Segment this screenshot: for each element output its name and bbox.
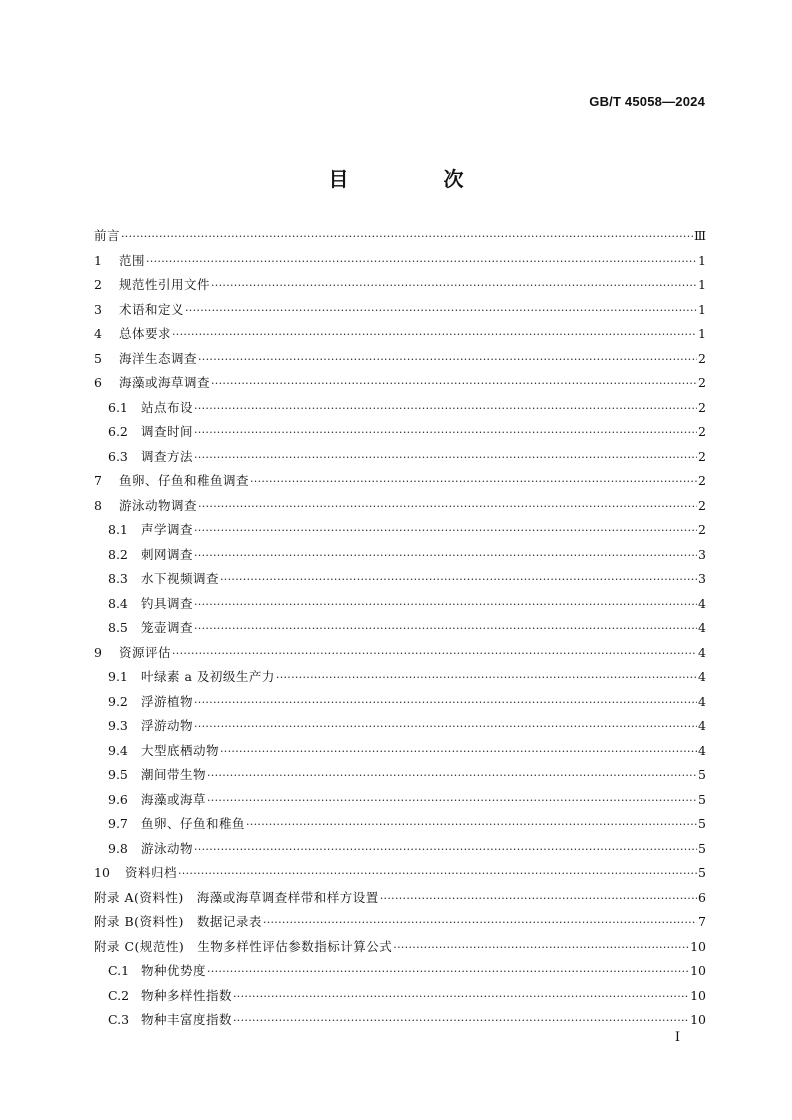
toc-entry-number: 7 bbox=[94, 473, 102, 488]
toc-entry-page: 2 bbox=[698, 473, 706, 488]
toc-entry-page: 2 bbox=[698, 497, 706, 513]
toc-entry-number: C.3 bbox=[108, 1012, 130, 1027]
toc-entry-label: 钓具调查 bbox=[141, 595, 194, 611]
toc-leader-dots bbox=[220, 740, 697, 764]
toc-entry-label: 物种多样性指数 bbox=[141, 987, 233, 1003]
toc-leader-dots bbox=[194, 715, 697, 739]
toc-entry-label: 资源评估 bbox=[119, 644, 172, 660]
toc-entry-number: 6.2 bbox=[108, 424, 128, 439]
toc-entry-page: 5 bbox=[698, 791, 706, 807]
page-title bbox=[0, 163, 792, 192]
toc-entry-number: 9.7 bbox=[108, 816, 128, 831]
toc-entry-page: 5 bbox=[698, 767, 706, 782]
toc-entry[interactable] bbox=[94, 1008, 706, 1033]
toc-entry[interactable] bbox=[94, 984, 706, 1009]
toc-entry-number: 9 bbox=[94, 644, 102, 660]
toc-entry-label: 潮间带生物 bbox=[141, 767, 207, 782]
toc-leader-dots bbox=[211, 372, 697, 396]
toc-entry[interactable] bbox=[94, 567, 706, 592]
toc-leader-dots bbox=[194, 691, 697, 715]
toc-leader-dots bbox=[233, 985, 689, 1009]
toc-entry-label: 调查时间 bbox=[141, 424, 194, 439]
toc-entry-number: 9.4 bbox=[108, 742, 128, 758]
toc-entry-label: 大型底栖动物 bbox=[141, 742, 220, 758]
toc-entry[interactable] bbox=[94, 249, 706, 274]
toc-entry-page: 6 bbox=[698, 889, 706, 905]
toc-entry-page: 2 bbox=[698, 424, 706, 439]
toc-entry-label: 术语和定义 bbox=[119, 301, 185, 317]
standard-code: GB/T 45058—2024 bbox=[589, 94, 705, 109]
toc-entry[interactable] bbox=[94, 886, 706, 911]
toc-entry-label: 规范性引用文件 bbox=[119, 277, 211, 292]
toc-entry-number: 6 bbox=[94, 375, 102, 390]
toc-entry[interactable] bbox=[94, 469, 706, 494]
toc-entry-label: 范围 bbox=[119, 252, 146, 268]
toc-entry-label: 声学调查 bbox=[141, 522, 194, 537]
toc-entry-page: 10 bbox=[690, 987, 706, 1003]
toc-leader-dots bbox=[172, 323, 697, 347]
toc-entry-page: 5 bbox=[698, 816, 706, 831]
toc-leader-dots bbox=[185, 299, 697, 323]
toc-entry-page: 2 bbox=[698, 448, 706, 464]
toc-entry-page: 1 bbox=[698, 326, 706, 341]
toc-entry-page: 10 bbox=[690, 1012, 706, 1027]
toc-entry[interactable] bbox=[94, 494, 706, 519]
toc-entry-number: 9.1 bbox=[108, 669, 128, 684]
toc-leader-dots bbox=[250, 470, 697, 494]
toc-leader-dots bbox=[194, 838, 697, 862]
toc-entry-page: 5 bbox=[698, 840, 706, 856]
table-of-contents bbox=[94, 224, 706, 1033]
toc-entry[interactable] bbox=[94, 788, 706, 813]
toc-entry-page: 2 bbox=[698, 522, 706, 537]
toc-entry-number: 9.3 bbox=[108, 718, 128, 733]
toc-entry-page: 4 bbox=[698, 669, 706, 684]
toc-entry-label: 附录 A(资料性) 海藻或海草调查样带和样方设置 bbox=[94, 889, 379, 905]
toc-entry[interactable] bbox=[94, 273, 706, 298]
toc-entry-page: 1 bbox=[698, 301, 706, 317]
toc-entry-number: C.2 bbox=[108, 987, 130, 1003]
toc-entry-number: 6.1 bbox=[108, 399, 128, 415]
toc-entry-number: 6.3 bbox=[108, 448, 128, 464]
toc-entry[interactable] bbox=[94, 616, 706, 641]
toc-leader-dots bbox=[246, 813, 697, 837]
toc-entry[interactable] bbox=[94, 592, 706, 617]
toc-entry-page: 4 bbox=[698, 742, 706, 758]
toc-entry-page: 1 bbox=[698, 252, 706, 268]
toc-entry-number: 5 bbox=[94, 350, 102, 366]
toc-leader-dots bbox=[194, 397, 697, 421]
toc-leader-dots bbox=[146, 250, 697, 274]
toc-leader-dots bbox=[178, 862, 697, 886]
toc-entry[interactable] bbox=[94, 543, 706, 568]
page-title-text: 目 次 bbox=[328, 167, 508, 191]
toc-leader-dots bbox=[276, 666, 697, 690]
toc-entry-page: 4 bbox=[698, 595, 706, 611]
toc-entry[interactable] bbox=[94, 714, 706, 739]
toc-entry-label: 笼壶调查 bbox=[141, 620, 194, 635]
toc-entry-number: 1 bbox=[94, 252, 102, 268]
toc-entry-page: 4 bbox=[698, 718, 706, 733]
toc-entry-number: 9.5 bbox=[108, 767, 128, 782]
toc-entry-page: 5 bbox=[698, 865, 706, 880]
toc-entry[interactable] bbox=[94, 347, 706, 372]
toc-entry-number: 9.2 bbox=[108, 693, 128, 709]
toc-leader-dots bbox=[194, 421, 697, 445]
toc-entry-page: 3 bbox=[698, 546, 706, 562]
toc-leader-dots bbox=[211, 274, 697, 298]
toc-entry[interactable] bbox=[94, 518, 706, 543]
toc-entry[interactable] bbox=[94, 837, 706, 862]
toc-entry-page: Ⅲ bbox=[693, 228, 706, 243]
toc-entry[interactable] bbox=[94, 812, 706, 837]
toc-entry[interactable] bbox=[94, 396, 706, 421]
toc-leader-dots bbox=[380, 887, 697, 911]
toc-leader-dots bbox=[393, 936, 689, 960]
toc-entry-page: 4 bbox=[698, 693, 706, 709]
toc-entry-label: 刺网调查 bbox=[141, 546, 194, 562]
toc-leader-dots bbox=[207, 789, 697, 813]
toc-entry-number: 8.1 bbox=[108, 522, 128, 537]
toc-entry-page: 2 bbox=[698, 375, 706, 390]
toc-entry-number: 9.8 bbox=[108, 840, 128, 856]
toc-entry-page: 1 bbox=[698, 277, 706, 292]
toc-entry[interactable] bbox=[94, 420, 706, 445]
toc-entry-page: 10 bbox=[690, 963, 706, 978]
toc-entry-number: 3 bbox=[94, 301, 102, 317]
toc-entry-label: 浮游植物 bbox=[141, 693, 194, 709]
toc-entry-label: 总体要求 bbox=[119, 326, 172, 341]
toc-entry-label: 前言 bbox=[94, 228, 121, 243]
toc-entry[interactable] bbox=[94, 763, 706, 788]
toc-leader-dots bbox=[172, 642, 697, 666]
toc-leader-dots bbox=[207, 960, 689, 984]
toc-entry[interactable] bbox=[94, 641, 706, 666]
toc-entry-label: 浮游动物 bbox=[141, 718, 194, 733]
toc-leader-dots bbox=[194, 544, 697, 568]
toc-entry-label: 附录 B(资料性) 数据记录表 bbox=[94, 914, 262, 929]
toc-entry[interactable] bbox=[94, 861, 706, 886]
toc-entry-number: 8.2 bbox=[108, 546, 128, 562]
toc-entry-label: 海藻或海草 bbox=[141, 791, 207, 807]
toc-entry-number: 4 bbox=[94, 326, 102, 341]
toc-entry-label: 水下视频调查 bbox=[141, 571, 220, 586]
toc-leader-dots bbox=[233, 1009, 689, 1033]
toc-entry-page: 3 bbox=[698, 571, 706, 586]
toc-entry-label: 海洋生态调查 bbox=[119, 350, 198, 366]
toc-entry[interactable] bbox=[94, 739, 706, 764]
toc-leader-dots bbox=[194, 446, 697, 470]
toc-leader-dots bbox=[207, 764, 697, 788]
toc-entry-page: 2 bbox=[698, 350, 706, 366]
toc-entry-label: 游泳动物调查 bbox=[119, 497, 198, 513]
toc-leader-dots bbox=[220, 568, 697, 592]
toc-entry[interactable] bbox=[94, 690, 706, 715]
toc-entry[interactable] bbox=[94, 959, 706, 984]
toc-entry-label: 叶绿素 a 及初级生产力 bbox=[141, 669, 275, 684]
toc-entry[interactable] bbox=[94, 224, 706, 249]
toc-entry-number: 8.4 bbox=[108, 595, 128, 611]
toc-entry-number: 8.5 bbox=[108, 620, 128, 635]
toc-entry-label: 游泳动物 bbox=[141, 840, 194, 856]
toc-entry[interactable] bbox=[94, 665, 706, 690]
toc-entry-label: 附录 C(规范性) 生物多样性评估参数指标计算公式 bbox=[94, 938, 393, 954]
toc-leader-dots bbox=[263, 911, 697, 935]
toc-entry-label: 物种丰富度指数 bbox=[141, 1012, 233, 1027]
toc-entry-label: 站点布设 bbox=[141, 399, 194, 415]
toc-entry[interactable] bbox=[94, 445, 706, 470]
toc-leader-dots bbox=[198, 495, 697, 519]
toc-entry-page: 2 bbox=[698, 399, 706, 415]
toc-entry[interactable] bbox=[94, 371, 706, 396]
toc-entry[interactable] bbox=[94, 935, 706, 960]
toc-entry-page: 4 bbox=[698, 620, 706, 635]
toc-entry-number: 2 bbox=[94, 277, 102, 292]
toc-leader-dots bbox=[121, 225, 693, 249]
toc-leader-dots bbox=[198, 348, 697, 372]
toc-entry-label: 海藻或海草调查 bbox=[119, 375, 211, 390]
toc-entry-number: 8 bbox=[94, 497, 102, 513]
page-number: Ⅰ bbox=[674, 1030, 680, 1045]
toc-leader-dots bbox=[194, 617, 697, 641]
toc-entry-label: 鱼卵、仔鱼和稚鱼 bbox=[141, 816, 246, 831]
toc-leader-dots bbox=[194, 519, 697, 543]
toc-entry-number: 8.3 bbox=[108, 571, 128, 586]
toc-entry-number: 10 bbox=[94, 865, 110, 880]
toc-entry-label: 调查方法 bbox=[141, 448, 194, 464]
toc-entry-page: 4 bbox=[698, 644, 706, 660]
toc-entry-label: 鱼卵、仔鱼和稚鱼调查 bbox=[119, 473, 250, 488]
toc-entry-page: 7 bbox=[698, 914, 706, 929]
toc-entry[interactable] bbox=[94, 322, 706, 347]
toc-entry-label: 物种优势度 bbox=[141, 963, 207, 978]
toc-entry[interactable] bbox=[94, 298, 706, 323]
toc-entry-label: 资料归档 bbox=[125, 865, 178, 880]
toc-entry-number: 9.6 bbox=[108, 791, 128, 807]
toc-entry-number: C.1 bbox=[108, 963, 130, 978]
toc-entry[interactable] bbox=[94, 910, 706, 935]
toc-entry-page: 10 bbox=[690, 938, 706, 954]
toc-leader-dots bbox=[194, 593, 697, 617]
